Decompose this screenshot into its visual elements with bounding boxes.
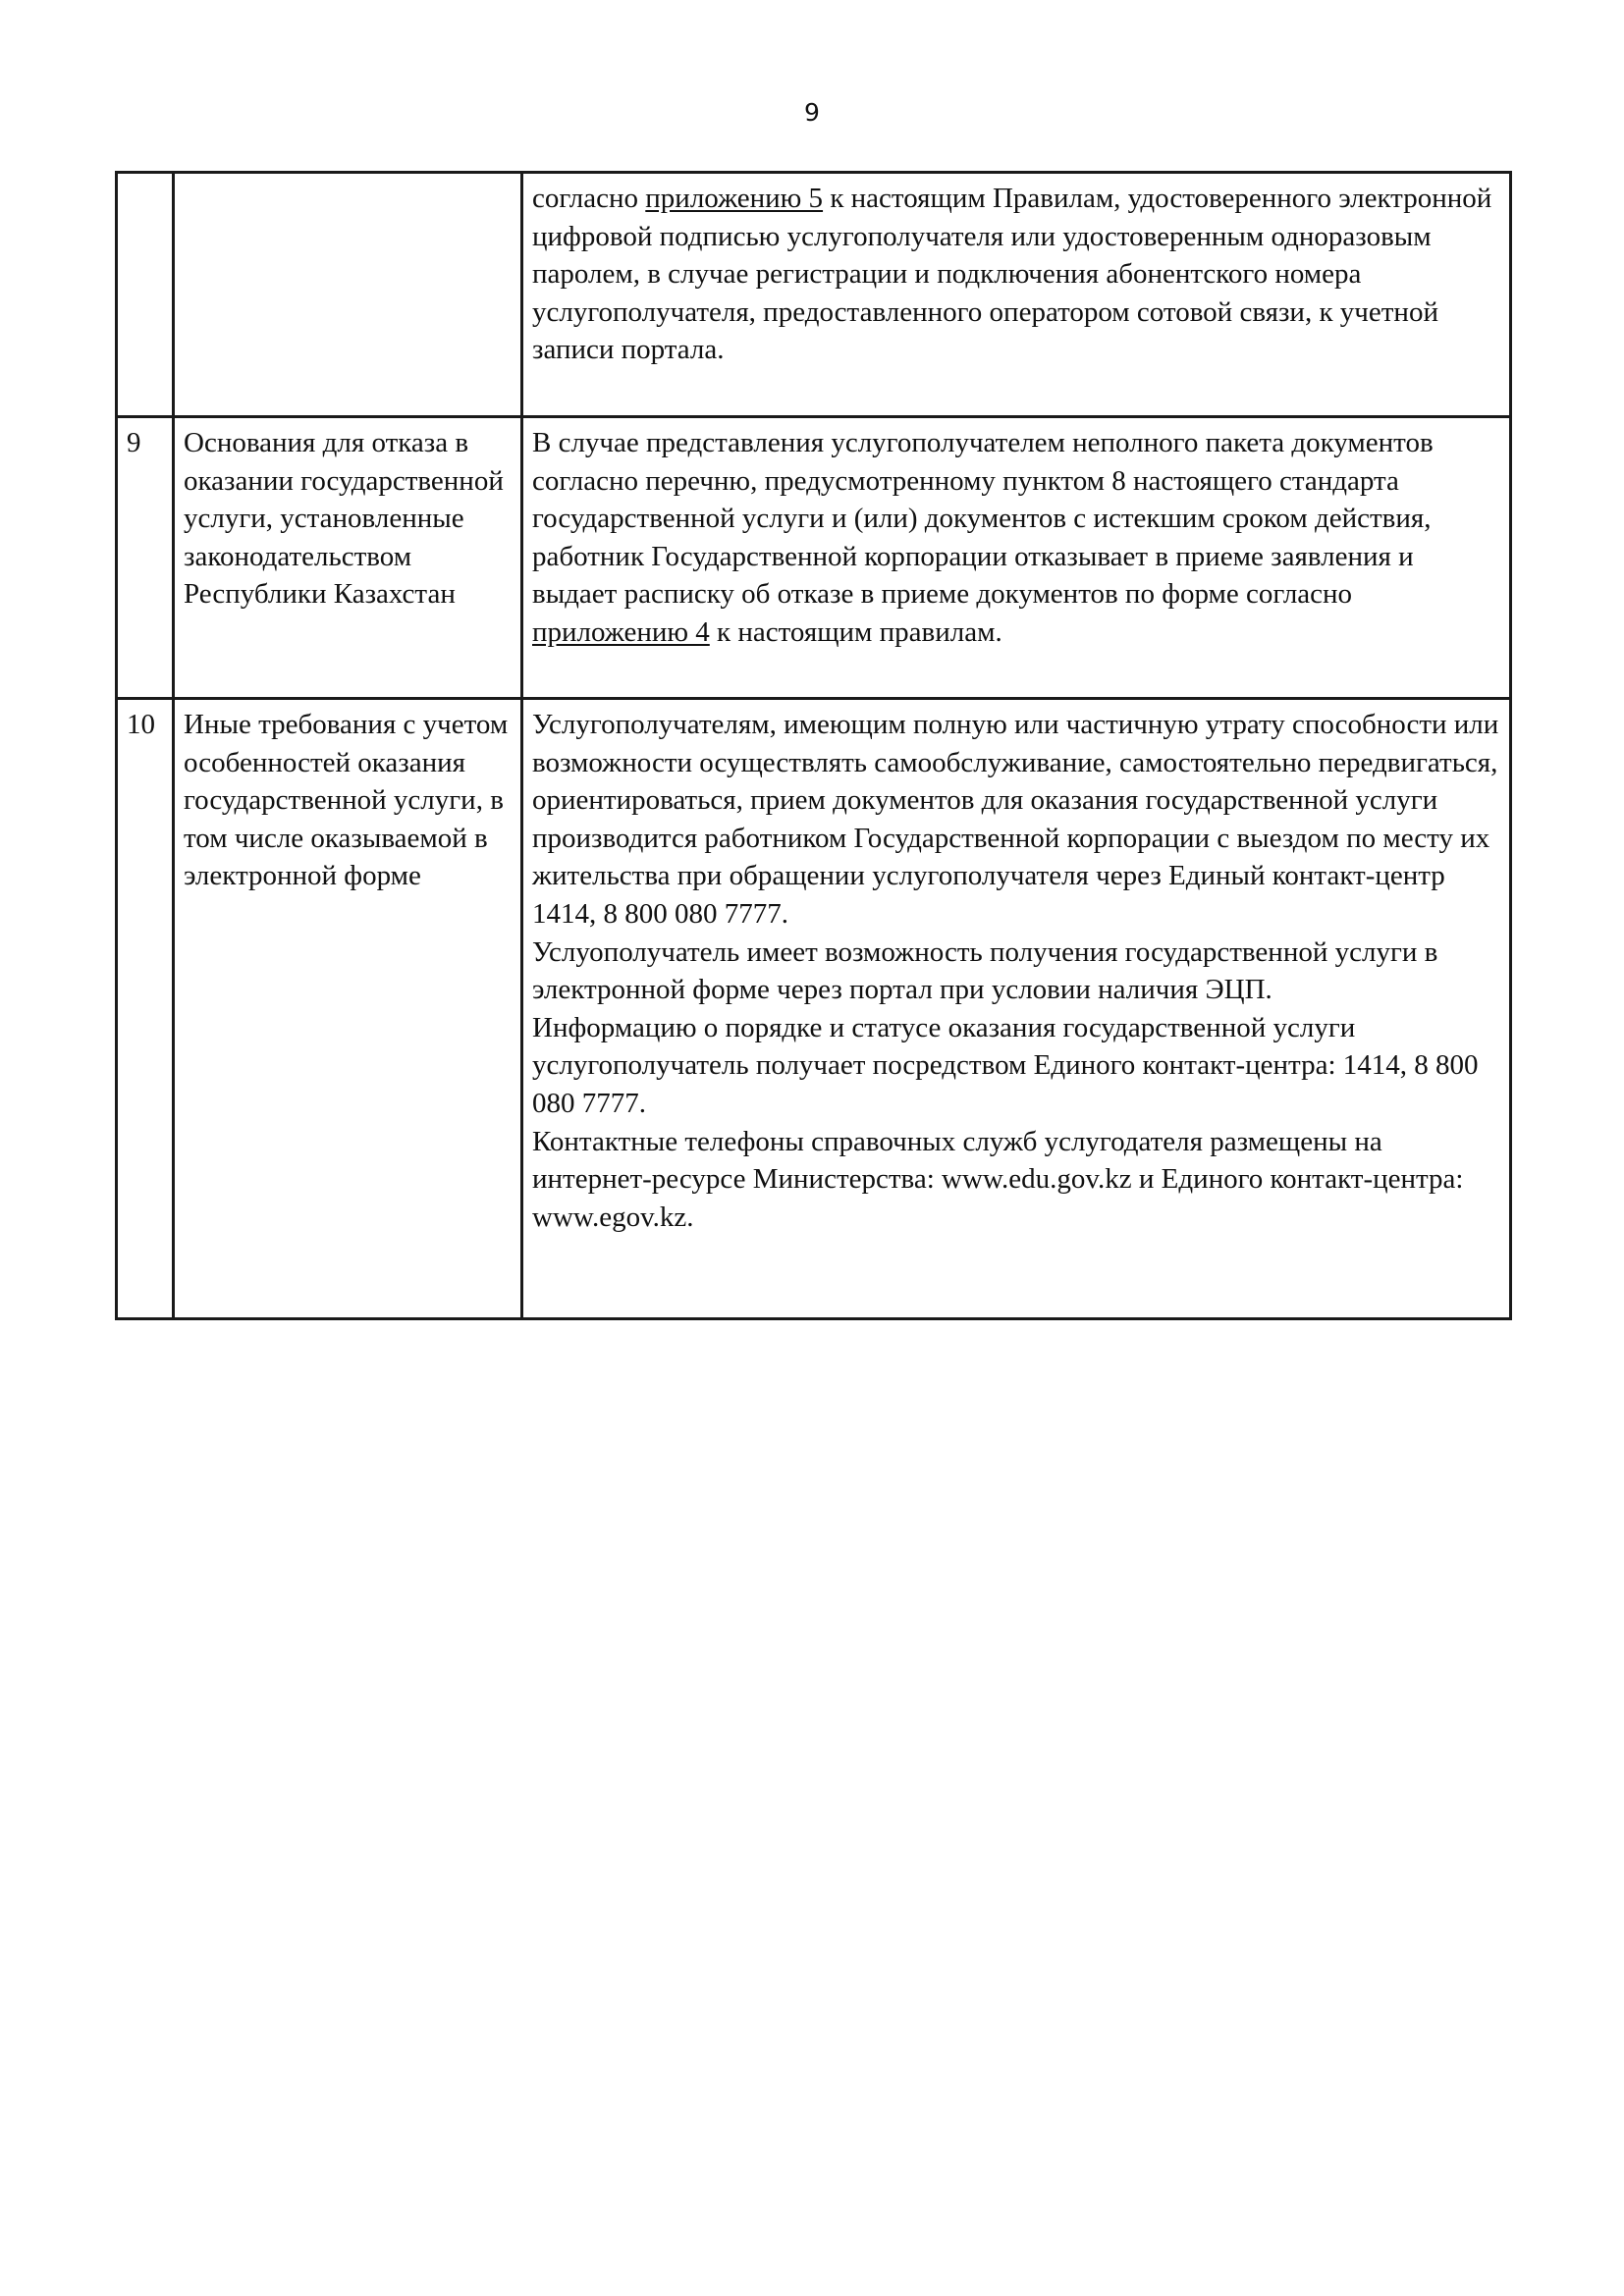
row-number-cell bbox=[117, 173, 174, 417]
content-text: к настоящим Правилам, удостоверенного электронной цифровой подписью услугополучателя или удостоверенным одноразовым паролем, в случае регистрации и подключения абонентского номера услугополучателя, предоставленного оператором сотовой связи, к учетной записи портала. bbox=[532, 183, 1492, 366]
content-paragraph bbox=[532, 934, 1501, 1009]
table-row bbox=[117, 417, 1511, 699]
content-text: Информацию о порядке и статусе оказания государственной услуги услугополучатель получает посредством Единого контакт-центра: 1414, 8 800 080 7777. bbox=[532, 1011, 1479, 1119]
content-text: Контактные телефоны справочных служб услугодателя размещены на интернет-ресурсе Министерства: www.edu.gov.kz и Единого контакт-центра: www.egov.kz. bbox=[532, 1125, 1464, 1233]
content-paragraph bbox=[532, 1123, 1501, 1237]
content-paragraph bbox=[532, 706, 1501, 934]
row-label-cell bbox=[174, 173, 522, 417]
row-label-cell: Основания для отказа в оказании государственной услуги, установленные законодательством Республики Казахстан bbox=[174, 417, 522, 699]
content-paragraph bbox=[532, 180, 1501, 369]
appendix-link[interactable]: приложению 5 bbox=[645, 183, 824, 214]
table-row bbox=[117, 699, 1511, 1319]
row-number-cell: 9 bbox=[117, 417, 174, 699]
page-number: 9 bbox=[804, 98, 820, 127]
row-content-cell bbox=[522, 173, 1511, 417]
content-text: к настоящим правилам. bbox=[709, 615, 1002, 648]
content-text: Услугополучателям, имеющим полную или частичную утрату способности или возможности осуществлять самообслуживание, самостоятельно передвигаться, ориентироваться, прием документов для оказания государственной услуги производится работником Государственной корпорации с выездом по месту их жительства при обращении услугополучателя через Единый контакт-центр 1414, 8 800 080 7777. bbox=[532, 709, 1499, 930]
service-standard-table bbox=[115, 171, 1512, 1320]
appendix-link[interactable]: приложению 4 bbox=[532, 615, 710, 648]
content-text: Услуополучатель имеет возможность получения государственной услуги в электронной форме через портал при условии наличия ЭЦП. bbox=[532, 935, 1438, 1006]
row-content-cell bbox=[522, 699, 1511, 1319]
content-paragraph bbox=[532, 1009, 1501, 1123]
row-number-cell: 10 bbox=[117, 699, 174, 1319]
content-paragraph bbox=[532, 424, 1501, 652]
content-text: согласно bbox=[532, 183, 646, 214]
row-content-cell bbox=[522, 417, 1511, 699]
table-row bbox=[117, 173, 1511, 417]
content-text: В случае представления услугополучателем неполного пакета документов согласно перечню, предусмотренному пунктом 8 настоящего стандарта государственной услуги и (или) документов с истекшим сроком действия, работник Государственной корпорации отказывает в приеме заявления и выдает расписку об отказе в приеме документов по форме согласно bbox=[532, 427, 1434, 611]
row-label-cell: Иные требования с учетом особенностей оказания государственной услуги, в том числе оказываемой в электронной форме bbox=[174, 699, 522, 1319]
